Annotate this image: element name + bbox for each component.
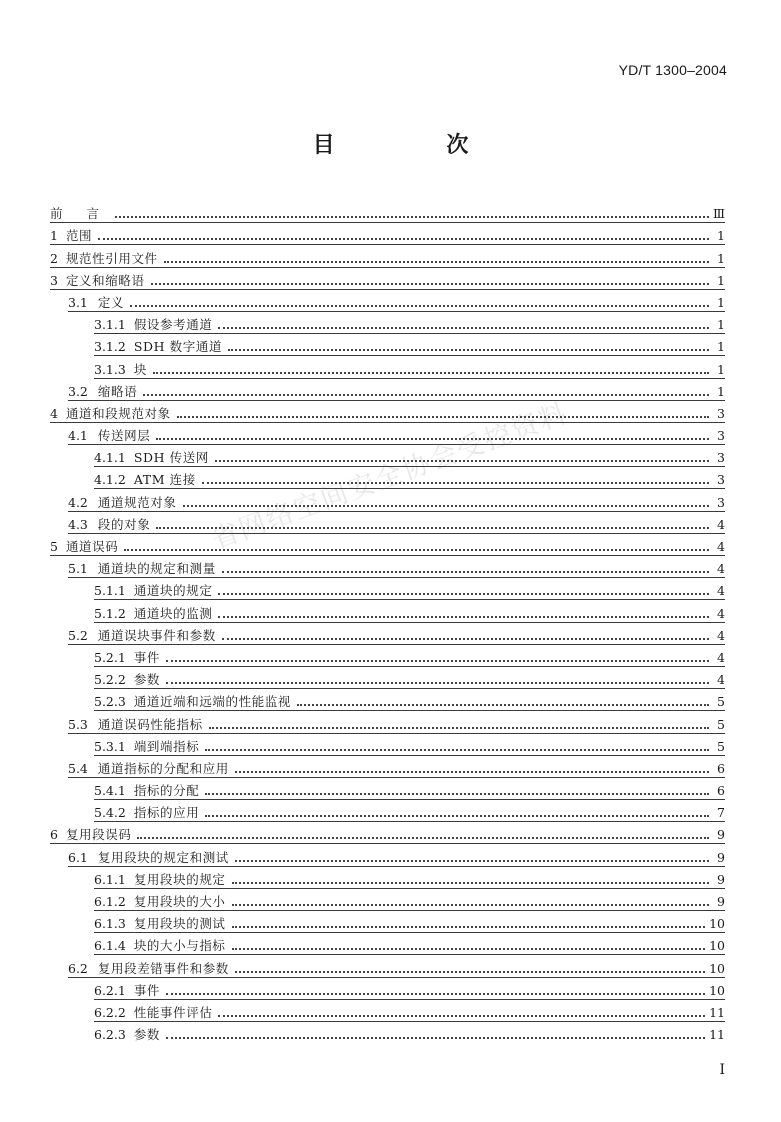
toc-entry-page: 4 xyxy=(717,561,725,577)
dot-leader xyxy=(205,793,709,795)
toc-entry[interactable] xyxy=(50,401,725,423)
toc-entry-title: 假设参考通道 xyxy=(133,317,213,333)
dot-leader xyxy=(143,394,709,396)
dot-leader xyxy=(232,926,706,928)
toc-entry-number: 3 xyxy=(50,272,58,288)
toc-entry-page: 6 xyxy=(717,783,725,799)
toc-entry-page: 4 xyxy=(717,605,725,621)
dot-leader xyxy=(156,438,709,440)
toc-entry[interactable] xyxy=(50,268,725,290)
toc-entry-page: 1 xyxy=(717,250,725,266)
toc-entry-title: 块 xyxy=(133,361,147,377)
toc-entry[interactable] xyxy=(50,467,725,489)
toc-entry-number: 3.2 xyxy=(68,383,88,399)
watermark: 省网络空间安全协会受控资料 xyxy=(207,397,573,556)
toc-entry-number: 4.1.1 xyxy=(94,450,126,466)
toc-entry-title: 通道块的规定 xyxy=(133,583,213,599)
toc-entry[interactable] xyxy=(50,800,725,822)
toc-entry-page: 9 xyxy=(717,871,725,887)
toc-entry[interactable] xyxy=(50,201,725,223)
toc-entry-number: 4 xyxy=(50,405,58,421)
toc-entry[interactable] xyxy=(50,1000,725,1022)
toc-entry-number: 5.2.3 xyxy=(94,694,126,710)
toc-entry-page: 3 xyxy=(717,405,725,421)
page-title: 目 次 xyxy=(312,133,521,158)
toc-entry-number: 6.2.3 xyxy=(94,1027,126,1043)
toc-entry-page: 9 xyxy=(717,827,725,843)
toc-entry-number: 4.1 xyxy=(68,428,88,444)
toc-entry-number: 2 xyxy=(50,250,58,266)
toc-entry[interactable] xyxy=(50,645,725,667)
toc-entry[interactable] xyxy=(50,911,725,933)
toc-entry-page: 3 xyxy=(717,428,725,444)
toc-entry[interactable] xyxy=(50,1022,725,1044)
toc-entry[interactable] xyxy=(50,600,725,622)
dot-leader xyxy=(218,593,709,595)
toc-entry-page: 1 xyxy=(717,317,725,333)
toc-entry-number: 4.2 xyxy=(68,494,88,510)
dot-leader xyxy=(205,749,709,751)
toc-entry[interactable] xyxy=(50,778,725,800)
toc-entry-number: 3.1.1 xyxy=(94,317,126,333)
toc-entry-number: 5.4 xyxy=(68,760,88,776)
toc-entry-number: 6.2.1 xyxy=(94,982,126,998)
toc-entry[interactable] xyxy=(50,978,725,1000)
toc-entry-page: 1 xyxy=(717,361,725,377)
toc-entry-number: 6.1.1 xyxy=(94,871,126,887)
toc-entry-page: 11 xyxy=(709,1004,725,1020)
table-of-contents xyxy=(50,201,725,1044)
standard-number: YD/T 1300–2004 xyxy=(618,62,727,78)
toc-entry-page: 9 xyxy=(717,894,725,909)
toc-entry-number: 5.1 xyxy=(68,561,88,577)
dot-leader xyxy=(166,993,705,995)
toc-entry-number: 5.2.2 xyxy=(94,672,126,688)
toc-entry-title: 事件 xyxy=(133,982,161,998)
toc-entry-number: 6.1.3 xyxy=(94,916,126,932)
toc-entry-page: 7 xyxy=(717,805,725,821)
toc-entry[interactable] xyxy=(50,534,725,556)
toc-entry[interactable] xyxy=(50,933,725,955)
toc-entry-title: 指标的分配 xyxy=(133,783,200,799)
toc-entry[interactable] xyxy=(50,667,725,689)
toc-entry-title: 块的大小与指标 xyxy=(133,938,226,954)
toc-entry[interactable] xyxy=(50,623,725,645)
dot-leader xyxy=(218,616,709,618)
toc-entry[interactable] xyxy=(50,290,725,312)
toc-entry-title: 指标的应用 xyxy=(133,805,200,821)
toc-entry[interactable] xyxy=(50,445,725,467)
toc-entry-title: 复用段块的测试 xyxy=(133,916,226,932)
toc-entry-page: 4 xyxy=(717,583,725,599)
toc-entry-page: 4 xyxy=(717,539,725,554)
toc-entry[interactable] xyxy=(50,489,725,511)
toc-entry-title: 通道规范对象 xyxy=(97,494,177,510)
dot-leader xyxy=(297,704,709,706)
toc-entry-title: 性能事件评估 xyxy=(133,1004,213,1020)
toc-entry-title: 通道块的规定和测量 xyxy=(97,561,216,577)
toc-entry[interactable] xyxy=(50,734,725,756)
dot-leader xyxy=(202,482,709,484)
toc-entry-page: 10 xyxy=(709,960,725,976)
toc-entry-page: 10 xyxy=(709,938,725,954)
toc-entry[interactable] xyxy=(50,711,725,733)
toc-entry-title: 复用段块的大小 xyxy=(133,894,226,909)
toc-entry[interactable] xyxy=(50,245,725,267)
toc-entry-title: SDH 数字通道 xyxy=(133,339,223,355)
toc-entry-title: 前 言 xyxy=(50,206,109,222)
toc-entry-number: 6.2 xyxy=(68,960,88,976)
toc-entry[interactable] xyxy=(50,756,725,778)
toc-entry-title: 定义 xyxy=(97,294,125,310)
dot-leader xyxy=(235,971,705,973)
toc-entry-number: 6.1 xyxy=(68,849,88,865)
dot-leader xyxy=(98,238,709,240)
toc-entry-number: 4.1.2 xyxy=(94,472,126,488)
toc-entry[interactable] xyxy=(50,578,725,600)
toc-entry-number: 6.1.2 xyxy=(94,894,126,909)
toc-entry-title: 段的对象 xyxy=(97,516,151,532)
toc-entry-number: 5.2 xyxy=(68,627,88,643)
toc-entry[interactable] xyxy=(50,844,725,866)
toc-entry-number: 5.2.1 xyxy=(94,649,126,665)
toc-entry[interactable] xyxy=(50,379,725,401)
dot-leader xyxy=(205,815,709,817)
dot-leader xyxy=(235,860,709,862)
toc-entry-page: Ⅲ xyxy=(712,206,725,222)
toc-entry-title: SDH 传送网 xyxy=(133,450,209,466)
toc-entry-page: 1 xyxy=(717,339,725,355)
toc-entry-number: 1 xyxy=(50,228,58,244)
toc-entry-title: 复用段误码 xyxy=(65,827,132,843)
toc-entry[interactable] xyxy=(50,556,725,578)
toc-entry-title: 传送网层 xyxy=(97,428,151,444)
dot-leader xyxy=(153,372,709,374)
dot-leader xyxy=(124,549,709,551)
dot-leader xyxy=(166,682,709,684)
toc-entry-number: 3.1.2 xyxy=(94,339,126,355)
toc-entry-title: 参数 xyxy=(133,672,161,688)
toc-entry[interactable] xyxy=(50,867,725,889)
toc-entry-title: 通道近端和远端的性能监视 xyxy=(133,694,292,710)
dot-leader xyxy=(222,638,709,640)
toc-entry-title: 复用段差错事件和参数 xyxy=(97,960,229,976)
dot-leader xyxy=(137,837,709,839)
toc-entry[interactable] xyxy=(50,512,725,534)
toc-entry-number: 5.4.1 xyxy=(94,783,126,799)
dot-leader xyxy=(209,727,709,729)
toc-entry-page: 3 xyxy=(717,472,725,488)
toc-entry-title: 通道块的监测 xyxy=(133,605,213,621)
dot-leader xyxy=(232,882,709,884)
toc-entry-number: 5.4.2 xyxy=(94,805,126,821)
toc-entry-page: 5 xyxy=(717,738,725,754)
toc-entry-number: 6 xyxy=(50,827,58,843)
toc-entry-title: 通道误块事件和参数 xyxy=(97,627,216,643)
toc-entry[interactable] xyxy=(50,356,725,378)
toc-entry-number: 6.1.4 xyxy=(94,938,126,954)
toc-entry-number: 3.1.3 xyxy=(94,361,126,377)
toc-entry-number: 5.3.1 xyxy=(94,738,126,754)
dot-leader xyxy=(164,261,709,263)
toc-entry-number: 5.3 xyxy=(68,716,88,732)
toc-entry-page: 6 xyxy=(717,760,725,776)
toc-entry[interactable] xyxy=(50,822,725,844)
toc-entry-page: 4 xyxy=(717,516,725,532)
toc-entry-title: 事件 xyxy=(133,649,161,665)
toc-entry-title: 通道误码性能指标 xyxy=(97,716,203,732)
toc-entry-title: 通道指标的分配和应用 xyxy=(97,760,229,776)
dot-leader xyxy=(166,660,709,662)
dot-leader xyxy=(130,305,709,307)
toc-entry-page: 1 xyxy=(717,294,725,310)
toc-entry-page: 1 xyxy=(717,228,725,244)
dot-leader xyxy=(232,948,706,950)
toc-entry-title: ATM 连接 xyxy=(133,472,196,488)
toc-entry-title: 定义和缩略语 xyxy=(65,272,145,288)
dot-leader xyxy=(235,771,709,773)
toc-entry-title: 复用段块的规定 xyxy=(133,871,226,887)
toc-entry-page: 1 xyxy=(717,383,725,399)
page-number: I xyxy=(719,1062,725,1078)
toc-entry[interactable] xyxy=(50,423,725,445)
toc-entry-page: 1 xyxy=(717,272,725,288)
toc-entry[interactable] xyxy=(50,312,725,334)
toc-entry-page: 4 xyxy=(717,627,725,643)
toc-entry-page: 5 xyxy=(717,694,725,710)
dot-leader xyxy=(228,349,709,351)
toc-entry[interactable] xyxy=(50,689,725,711)
toc-entry-title: 通道误码 xyxy=(65,539,119,554)
toc-entry-page: 9 xyxy=(717,849,725,865)
dot-leader xyxy=(156,527,709,529)
toc-entry[interactable] xyxy=(50,889,725,911)
toc-entry-page: 3 xyxy=(717,450,725,466)
dot-leader xyxy=(218,1015,705,1017)
toc-entry[interactable] xyxy=(50,334,725,356)
toc-entry-title: 规范性引用文件 xyxy=(65,250,158,266)
dot-leader xyxy=(166,1037,705,1039)
dot-leader xyxy=(177,416,709,418)
toc-entry-page: 10 xyxy=(709,982,725,998)
toc-entry-title: 范围 xyxy=(65,228,93,244)
toc-entry-page: 5 xyxy=(717,716,725,732)
toc-entry-page: 3 xyxy=(717,494,725,510)
toc-entry[interactable] xyxy=(50,223,725,245)
toc-entry-number: 5.1.1 xyxy=(94,583,126,599)
dot-leader xyxy=(218,327,709,329)
dot-leader xyxy=(115,216,709,218)
toc-entry-number: 5 xyxy=(50,539,58,554)
dot-leader xyxy=(151,283,709,285)
toc-entry-number: 5.1.2 xyxy=(94,605,126,621)
dot-leader xyxy=(222,571,709,573)
dot-leader xyxy=(183,505,710,507)
toc-entry-page: 11 xyxy=(709,1027,725,1043)
dot-leader xyxy=(215,460,709,462)
toc-entry-number: 4.3 xyxy=(68,516,88,532)
toc-entry-title: 复用段块的规定和测试 xyxy=(97,849,229,865)
toc-entry-number: 3.1 xyxy=(68,294,88,310)
toc-entry-number: 6.2.2 xyxy=(94,1004,126,1020)
toc-entry-title: 参数 xyxy=(133,1027,161,1043)
toc-entry-title: 缩略语 xyxy=(97,383,138,399)
toc-entry-page: 10 xyxy=(709,916,725,932)
toc-entry-title: 端到端指标 xyxy=(133,738,200,754)
toc-entry-title: 通道和段规范对象 xyxy=(65,405,171,421)
toc-entry[interactable] xyxy=(50,955,725,977)
toc-entry-page: 4 xyxy=(717,672,725,688)
dot-leader xyxy=(232,904,709,906)
toc-entry-page: 4 xyxy=(717,649,725,665)
